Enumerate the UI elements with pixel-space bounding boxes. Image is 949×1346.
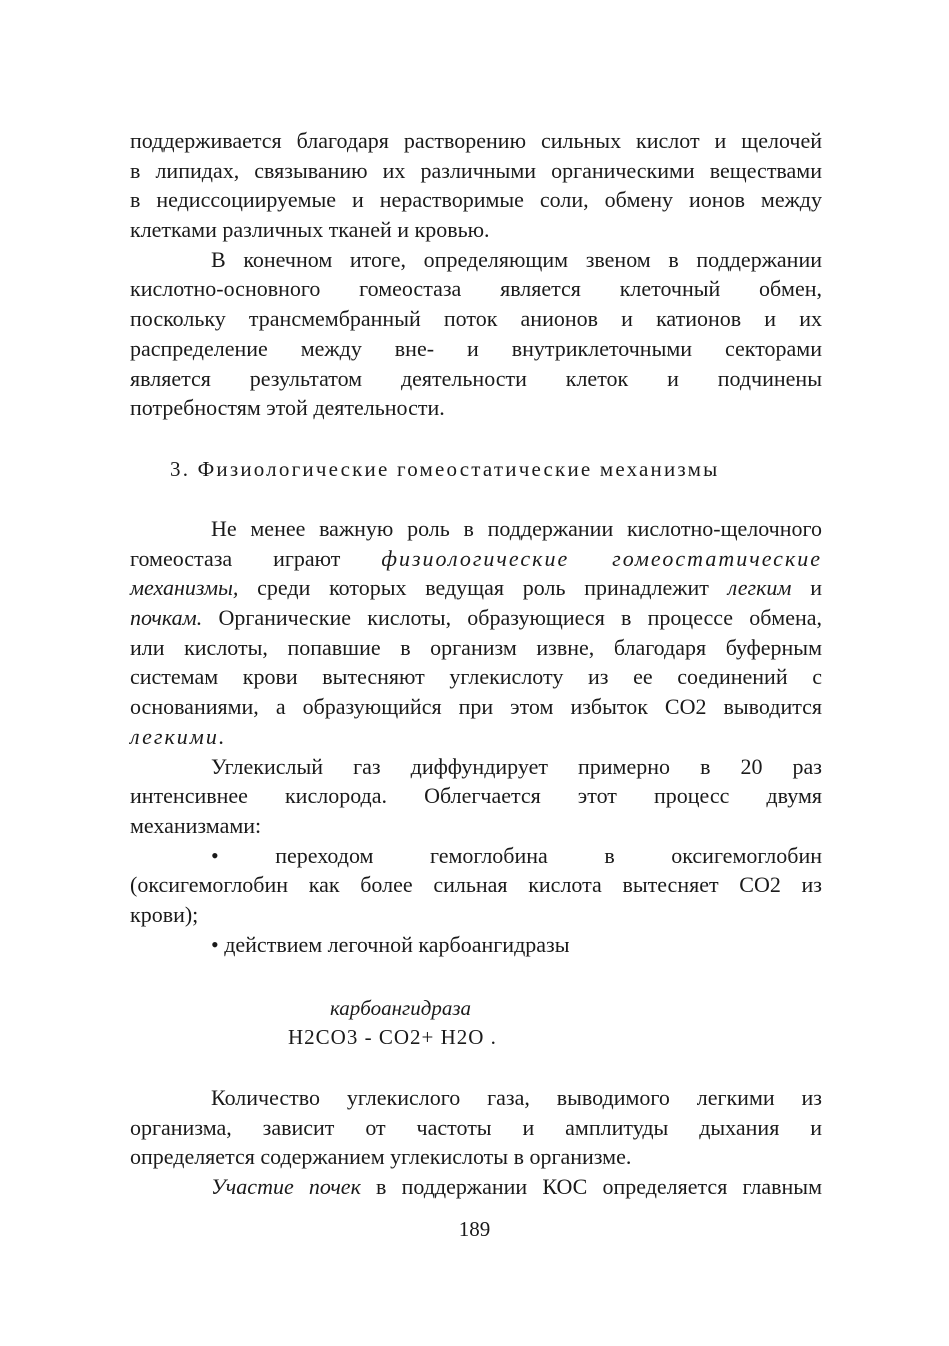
text-line: Количество углекислого газа, выводимого легкими из — [211, 1085, 822, 1110]
text-line: распределение между вне- и внутриклеточными секторами — [130, 335, 822, 361]
emphasis-text: легкими. — [130, 723, 227, 749]
text-line — [130, 1172, 822, 1202]
text-line — [130, 722, 822, 752]
paragraph-block-3 — [130, 1083, 822, 1202]
text-line: системам крови вытесняют углекислоту из ее соединений с — [130, 664, 822, 690]
text-line: поддерживается благодаря растворению сильных кислот и щелочей — [130, 128, 822, 153]
chemical-equation: H2CO3 - CO2+ H2O . — [288, 1025, 497, 1049]
text-line: в недиссоциируемые и нерастворимые соли, обмену ионов между — [130, 187, 822, 213]
text-line: организма, зависит от частоты и амплитуды дыхания и — [130, 1114, 822, 1140]
text-span: среди которых ведущая роль принадлежит — [238, 575, 728, 601]
text-line — [130, 603, 822, 633]
text-line: механизмами: — [130, 812, 262, 838]
text-span: гомеостаза играют — [130, 545, 382, 571]
text-line: Углекислый газ диффундирует примерно в 20 раз — [211, 753, 822, 779]
text-span: в поддержании КОС определяется главным — [360, 1174, 822, 1200]
text-line: интенсивнее кислорода. Облегчается этот процесс двумя — [130, 783, 822, 809]
paragraph-block-1 — [130, 126, 822, 423]
text-line: Не менее важную роль в поддержании кислотно-щелочного — [211, 516, 822, 541]
text-line: или кислоты, попавшие в организм извне, благодаря буферным — [130, 634, 822, 660]
emphasis-text: механизмы, — [130, 575, 239, 601]
text-line — [130, 544, 822, 574]
text-line: является результатом деятельности клеток и подчинены — [130, 365, 822, 391]
text-span: Органические кислоты, образующиеся в процессе обмена, — [202, 605, 822, 631]
page-number: 189 — [458, 1217, 491, 1241]
paragraph-block-2 — [130, 514, 822, 959]
text-line: В конечном итоге, определяющим звеном в поддержании — [211, 246, 822, 272]
emphasis-text: почкам. — [130, 605, 203, 631]
bullet-item: • переходом гемоглобина в оксигемоглобин — [211, 842, 822, 868]
bullet-item: • действием легочной карбоангидразы — [211, 931, 570, 957]
text-line: в липидах, связыванию их различными органическими веществами — [130, 157, 822, 183]
section-heading: 3. Физиологические гомеостатические механизмы — [170, 457, 720, 481]
formula-enzyme-label: карбоангидраза — [330, 996, 472, 1020]
text-line — [130, 573, 822, 603]
emphasis-text: Участие почек — [211, 1174, 361, 1200]
text-line: крови); — [130, 901, 199, 927]
text-line: (оксигемоглобин как более сильная кислота вытесняет CO2 из — [130, 872, 822, 898]
emphasis-text: легким — [727, 575, 792, 601]
text-line: потребностям этой деятельности. — [130, 395, 445, 421]
text-span: и — [791, 575, 822, 601]
emphasis-text: физиологические гомеостатические — [381, 545, 822, 571]
text-line: поскольку трансмембранный поток анионов и катионов и их — [130, 306, 822, 332]
text-line: основаниями, а образующийся при этом избыток CO2 выводится — [130, 694, 822, 720]
text-line: кислотно-основного гомеостаза является клеточный обмен, — [130, 276, 822, 302]
text-line: клетками различных тканей и кровью. — [130, 217, 490, 243]
text-line: определяется содержанием углекислоты в организме. — [130, 1144, 632, 1170]
